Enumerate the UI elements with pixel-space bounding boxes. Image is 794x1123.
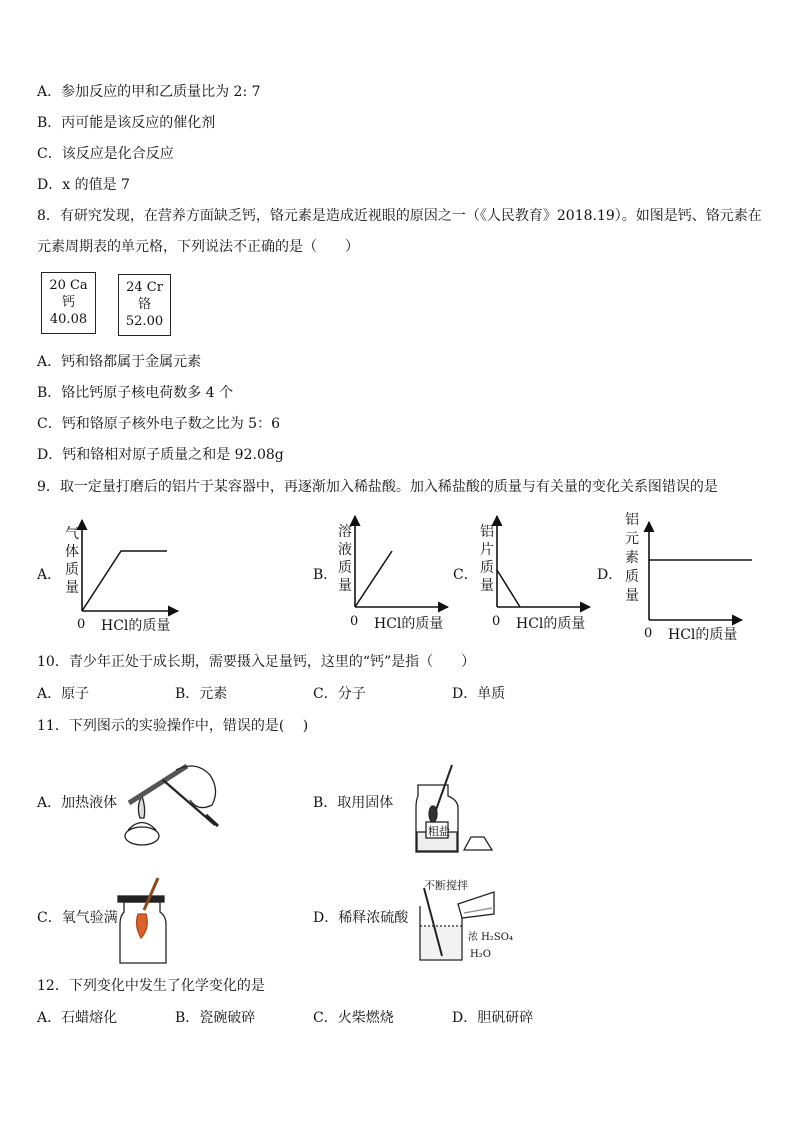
q11-option-a: A．加热液体	[37, 795, 118, 811]
acid-label: 浓 H₂SO₄	[468, 932, 513, 943]
graph-d-origin: 0	[644, 626, 653, 641]
graph-b-origin: 0	[350, 614, 359, 629]
q8-stem-line2: 元素周期表的单元格，下列说法不正确的是（ ）	[37, 239, 359, 255]
stir-label: 不断搅拌	[424, 879, 468, 892]
q7-option-d: D．x 的值是 7	[37, 177, 130, 193]
graph-a-xlabel: HCl的质量	[101, 618, 171, 634]
graph-c-ylabel-2: 片	[480, 542, 494, 558]
graph-d-ylabel-1: 铝	[625, 512, 639, 528]
q7-option-c: C．该反应是化合反应	[37, 146, 174, 162]
q11-option-d: D．稀释浓硫酸	[313, 910, 409, 926]
q9-graph-c-label: C．	[453, 567, 478, 583]
graph-a-curve	[82, 551, 167, 611]
graph-a	[65, 520, 178, 634]
graph-a-ylabel-4: 量	[65, 580, 79, 596]
cell-mass: 40.08	[49, 312, 88, 327]
spoon-handle	[436, 765, 452, 810]
q10-option-a: A．原子	[37, 686, 90, 702]
tube-handle-end	[206, 815, 218, 826]
hand-outline	[176, 766, 216, 808]
graph-c-ylabel-1: 铝	[480, 524, 494, 540]
taking-solid-figure	[416, 765, 492, 852]
graph-c-xlabel: HCl的质量	[516, 616, 586, 632]
bottle-stopper	[464, 837, 492, 850]
graph-d-ylabel-2: 元	[625, 531, 639, 547]
acid-bottle	[458, 892, 494, 918]
q8-option-a: A．钙和铬都属于金属元素	[37, 354, 202, 370]
q12-option-d: D．胆矾研碎	[452, 1010, 534, 1026]
q12-stem: 12．下列变化中发生了化学变化的是	[37, 978, 265, 994]
q11-option-b: B．取用固体	[313, 795, 394, 811]
q12-option-a: A．石蜡熔化	[37, 1010, 118, 1026]
q10-option-d: D．单质	[452, 686, 506, 702]
q9-graph-d-label: D．	[597, 567, 623, 583]
graph-b	[338, 516, 448, 632]
q11-option-c: C．氧气验满	[37, 910, 118, 926]
q9-graph-a-label: A．	[37, 567, 62, 583]
graph-c-ylabel-4: 量	[480, 578, 494, 594]
q10-option-c: C．分子	[313, 686, 366, 702]
graph-c-curve	[497, 570, 520, 607]
glass-plate	[118, 896, 164, 902]
alcohol-lamp-base	[125, 827, 159, 845]
graph-b-ylabel-2: 液	[338, 542, 352, 558]
q8-option-d: D．钙和铬相对原子质量之和是 92.08g	[37, 447, 284, 463]
q10-stem: 10．青少年正处于成长期，需要摄入足量钙，这里的“钙”是指（ ）	[37, 654, 476, 670]
graph-c-ylabel-3: 质	[480, 560, 494, 576]
graph-a-ylabel-2: 体	[65, 544, 79, 560]
graph-d	[625, 512, 752, 643]
dilute-acid-figure	[420, 878, 513, 960]
q8-stem-line1: 8．有研究发现，在营养方面缺乏钙，铬元素是造成近视眼的原因之一（《人民教育》2018.19）。如图是钙、铬元素在	[37, 208, 762, 224]
graph-c	[480, 516, 590, 632]
graph-a-ylabel-3: 质	[65, 562, 79, 578]
q7-option-a: A．参加反应的甲和乙质量比为 2: 7	[37, 84, 261, 100]
q10-option-b: B．元素	[175, 686, 228, 702]
cell-number-symbol: 24 Cr	[126, 280, 163, 295]
test-tube	[163, 780, 215, 825]
q8-option-c: C．钙和铬原子核外电子数之比为 5：6	[37, 416, 280, 432]
wood-splint	[144, 878, 158, 910]
graph-b-curve	[355, 551, 392, 607]
heating-liquid-figure	[125, 766, 218, 845]
q12-option-b: B．瓷碗破碎	[175, 1010, 256, 1026]
q8-option-b: B．铬比钙原子核电荷数多 4 个	[37, 385, 234, 401]
graph-a-origin: 0	[77, 617, 86, 632]
q9-graph-b-label: B．	[313, 567, 338, 583]
water-label: H₂O	[470, 949, 491, 960]
cell-name: 钙	[61, 295, 75, 310]
graph-d-ylabel-5: 量	[625, 588, 639, 604]
salt-label: 粗盐	[428, 825, 450, 838]
spoon-bowl	[429, 806, 437, 822]
q9-stem: 9．取一定量打磨后的铝片于某容器中，再逐渐加入稀盐酸。加入稀盐酸的质量与有关量的变化关系图错误的是	[37, 479, 718, 495]
flame-icon	[137, 914, 148, 938]
graph-c-origin: 0	[492, 614, 501, 629]
graph-d-xlabel: HCl的质量	[668, 627, 738, 643]
oxygen-test-figure	[118, 878, 166, 963]
q7-option-b: B．丙可能是该反应的催化剂	[37, 115, 216, 131]
test-tube-holder	[129, 766, 187, 803]
graph-a-ylabel-1: 气	[65, 526, 79, 542]
graph-b-ylabel-3: 质	[338, 560, 352, 576]
graph-b-ylabel-4: 量	[338, 578, 352, 594]
graph-b-xlabel: HCl的质量	[374, 616, 444, 632]
graph-d-ylabel-3: 素	[625, 550, 639, 566]
cell-name: 铬	[137, 297, 151, 312]
graph-b-ylabel-1: 溶	[338, 524, 352, 540]
q12-option-c: C．火柴燃烧	[313, 1010, 394, 1026]
cell-mass: 52.00	[125, 314, 164, 329]
q11-stem: 11．下列图示的实验操作中，错误的是( )	[37, 718, 309, 734]
graph-d-ylabel-4: 质	[625, 569, 639, 585]
cell-number-symbol: 20 Ca	[49, 278, 88, 293]
